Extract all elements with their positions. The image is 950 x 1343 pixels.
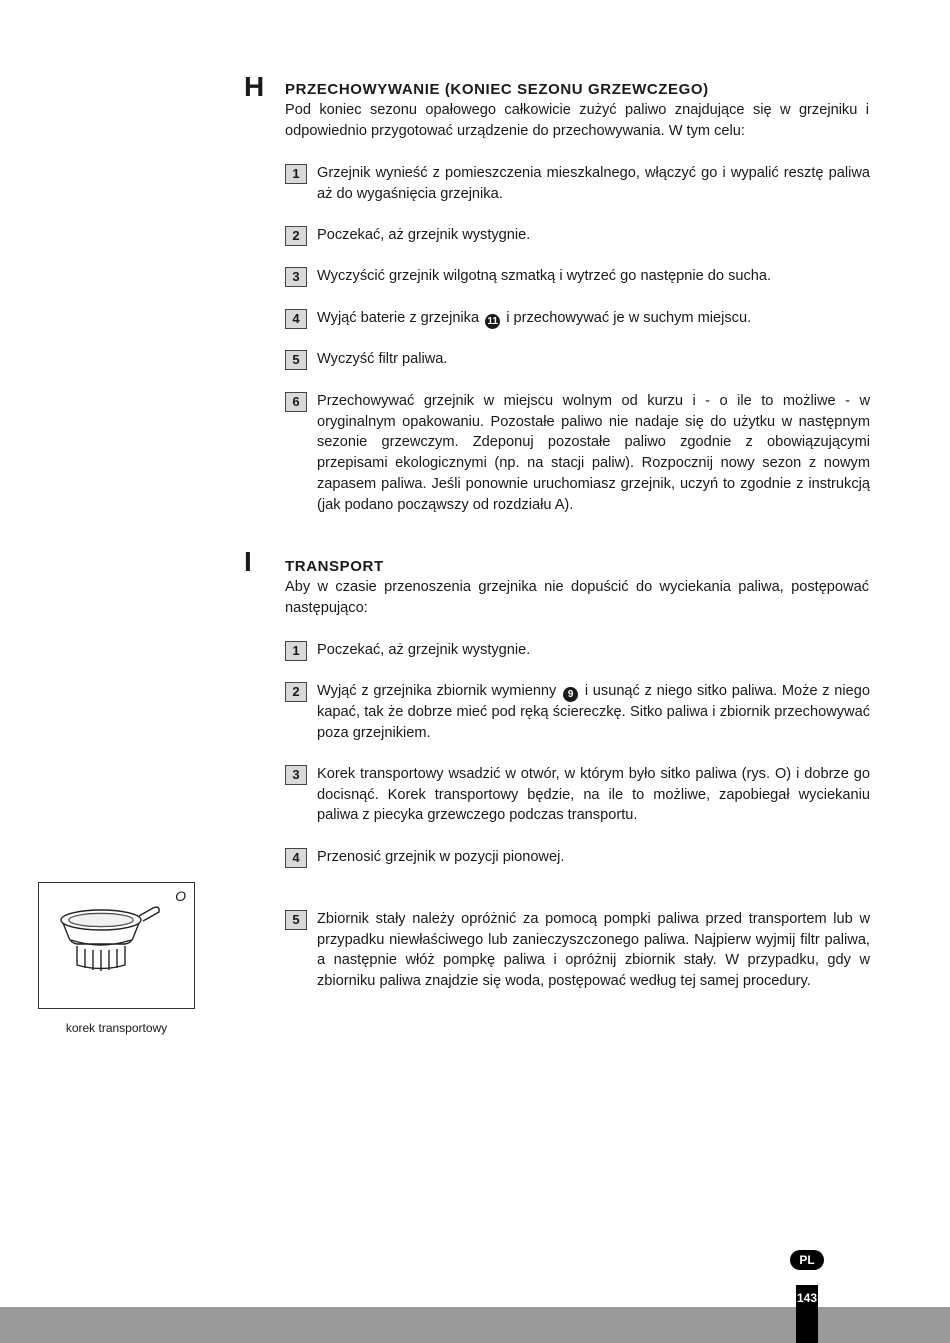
section-h-intro: Pod koniec sezonu opałowego całkowicie zużyć paliwo znajdujące się w grzejniku i odpowiednio przygotować urządzenie do przechowywania. W tym celu: xyxy=(285,102,869,139)
section-h-title: PRZECHOWYWANIE (KONIEC SEZONU GRZEWCZEGO) xyxy=(285,81,709,98)
step-text: Grzejnik wynieść z pomieszczenia mieszkalnego, włączyć go i wypalić resztę paliwa aż do wygaśnięcia grzejnika. xyxy=(317,165,870,202)
step-number: 3 xyxy=(285,267,307,287)
section-h-letter: H xyxy=(244,71,265,102)
step-number: 6 xyxy=(285,392,307,412)
step-text: Wyczyścić grzejnik wilgotną szmatką i wytrzeć go następnie do sucha. xyxy=(317,268,772,284)
step-number: 2 xyxy=(285,226,307,246)
step-text: Zbiornik stały należy opróżnić za pomocą pompki paliwa przed transportem lub w przypadku niewłaściwego lub zanieczyszczonego paliwa. Najpierw wyjmij filtr paliwa, a następnie włóż pompkę paliwa i opróżnij zbiornik stały. W przypadku, gdy w zbiorniku paliwa znajdzie się woda, postępować według tej samej procedury. xyxy=(317,911,870,990)
figure-o-frame xyxy=(38,882,195,1009)
part-reference-badge: 9 xyxy=(563,687,578,702)
section-i-step-4 xyxy=(285,847,870,868)
section-i-step-3 xyxy=(285,764,870,826)
section-h-step-4 xyxy=(285,308,870,329)
section-h-step-3 xyxy=(285,266,870,287)
section-h-step-2 xyxy=(285,225,870,246)
step-number: 2 xyxy=(285,682,307,702)
section-h-step-6 xyxy=(285,391,870,515)
step-text-part: i usunąć z niego sitko paliwa. Może z niego kapać, tak że dobrze mieć pod ręką ściereczkę. Sitko paliwa i zbiornik przechowywać poza grzejnikiem. xyxy=(317,683,871,741)
step-text-part: Wyjąć baterie z grzejnika xyxy=(317,310,480,326)
step-text-part: i przechowywać je w suchym miejscu. xyxy=(506,310,752,326)
step-number: 5 xyxy=(285,910,307,930)
language-badge: PL xyxy=(790,1250,824,1270)
step-text-part: Wyjąć z grzejnika zbiornik wymienny xyxy=(317,683,557,699)
step-number: 3 xyxy=(285,765,307,785)
step-text xyxy=(317,681,870,743)
section-h-step-5 xyxy=(285,349,870,370)
step-text xyxy=(317,308,870,329)
step-text: Poczekać, aż grzejnik wystygnie. xyxy=(317,227,531,243)
step-number: 5 xyxy=(285,350,307,370)
step-text: Przenosić grzejnik w pozycji pionowej. xyxy=(317,849,565,865)
section-i-title: TRANSPORT xyxy=(285,558,384,575)
section-i-step-2 xyxy=(285,681,870,743)
figure-caption: korek transportowy xyxy=(65,1021,168,1035)
section-i-step-5 xyxy=(285,909,870,992)
section-i-letter: I xyxy=(244,546,252,577)
step-text: Korek transportowy wsadzić w otwór, w którym było sitko paliwa (rys. O) i dobrze go docisnąć. Korek transportowy będzie, na ile to możliwe, zapobiegał wyciekaniu paliwa z piecyka grzewczego podczas transportu. xyxy=(317,766,870,824)
step-text: Wyczyść filtr paliwa. xyxy=(317,351,448,367)
part-reference-badge: 11 xyxy=(485,314,500,329)
section-h-step-1 xyxy=(285,163,870,204)
section-i-step-1 xyxy=(285,640,870,661)
section-i-intro: Aby w czasie przenoszenia grzejnika nie dopuścić do wyciekania paliwa, postępować następująco: xyxy=(285,579,869,616)
figure-label: O xyxy=(175,888,186,904)
step-text: Przechowywać grzejnik w miejscu wolnym od kurzu i - o ile to możliwe - w oryginalnym opakowaniu. Pozostałe paliwo nie nadaje się do użytku w następnym sezonie grzewczym. Zdeponuj pozostałe paliwo zgodnie z obowiązującymi przepisami ekologicznymi (np. na stacji paliw). Rozpocznij nowy sezon z nowym zapasem paliwa. Jeśli ponownie uruchomiasz grzejnik, uczyń to zgodnie z instrukcją (jak podano począwszy od rozdziału A). xyxy=(317,393,870,513)
step-number: 4 xyxy=(285,848,307,868)
step-text: Poczekać, aż grzejnik wystygnie. xyxy=(317,642,531,658)
transport-plug-icon xyxy=(39,883,194,1008)
step-number: 1 xyxy=(285,641,307,661)
step-number: 4 xyxy=(285,309,307,329)
page-number: 143 xyxy=(796,1291,818,1305)
step-number: 1 xyxy=(285,164,307,184)
